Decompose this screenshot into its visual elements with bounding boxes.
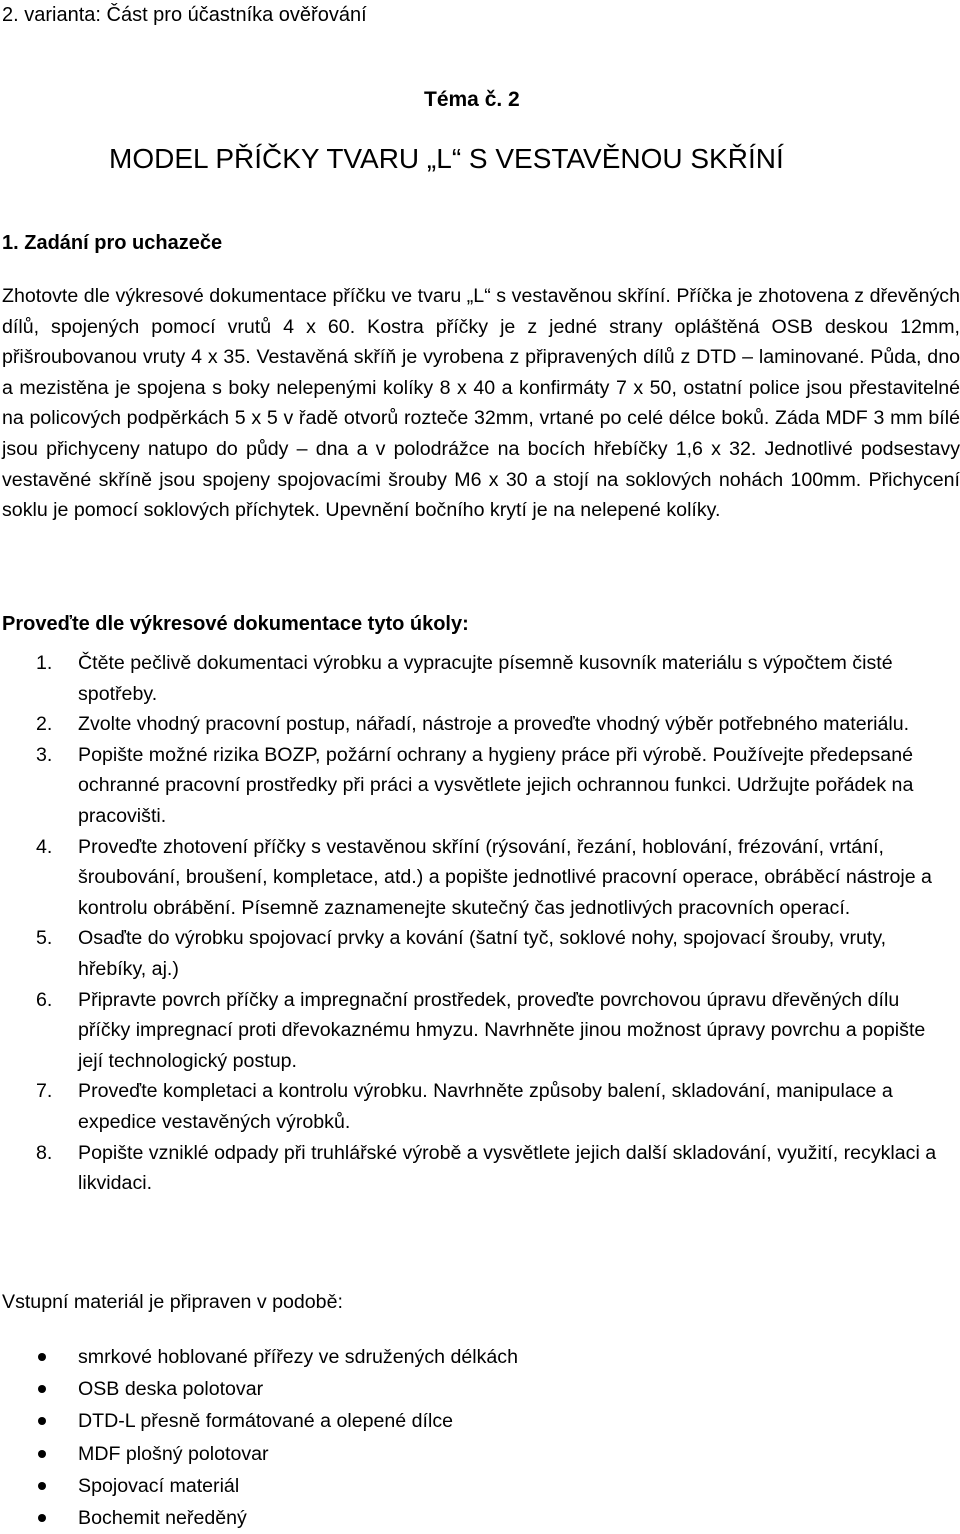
task-item-6 (0, 985, 938, 1077)
task-item-4 (0, 832, 938, 924)
bullet-icon (38, 1353, 46, 1361)
material-text: OSB deska polotovar (78, 1378, 264, 1401)
variant-heading: 2. varianta: Část pro účastníka ověřování (2, 4, 367, 26)
material-item (0, 1405, 518, 1437)
task-item-7 (0, 1076, 938, 1137)
material-text: Spojovací materiál (78, 1474, 240, 1497)
task-number: 7. (36, 1080, 53, 1103)
material-item (0, 1341, 518, 1373)
material-text: DTD-L přesně formátované a olepené dílce (78, 1410, 454, 1433)
task-text: Proveďte zhotovení příčky s vestavěnou skříní (rýsování, řezání, hoblování, frézování, vrtání, šroubování, broušení, kompletace, atd.) a popište jednotlivé pracovní operace, obráběcí nástroje a kontrolu obrábění. Písemně zaznamenejte skutečný čas jednotlivých pracovních operací. (78, 835, 932, 919)
task-number: 4. (36, 835, 53, 858)
material-item (0, 1502, 518, 1534)
bullet-icon (38, 1514, 46, 1522)
material-item (0, 1438, 518, 1470)
task-text: Čtěte pečlivě dokumentaci výrobku a vypracujte písemně kusovník materiálu s výpočtem čisté spotřeby. (78, 652, 893, 705)
material-item (0, 1373, 518, 1405)
task-item-8 (0, 1138, 938, 1199)
task-number: 1. (36, 652, 53, 674)
page-title: MODEL PŘÍČKY TVARU „L“ S VESTAVĚNOU SKŘÍNÍ (109, 143, 784, 174)
task-text: Připravte povrch příčky a impregnační prostředek, proveďte povrchovou úpravu dřevěných dílu příčky impregnací proti dřevokaznému hmyzu. Navrhněte jinou možnost úpravy povrchu a popište její technologický postup. (78, 988, 926, 1072)
task-item-1 (0, 648, 938, 709)
task-text: Popište vzniklé odpady při truhlářské výrobě a vysvětlete jejich další skladování, využití, recyklaci a likvidaci. (78, 1141, 937, 1195)
material-list (0, 1341, 518, 1534)
task-text: Osaďte do výrobku spojovací prvky a kování (šatní tyč, soklové nohy, spojovací šrouby, vruty, hřebíky, aj.) (78, 927, 887, 980)
section-heading: 1. Zadání pro uchazeče (2, 232, 223, 254)
task-text: Zvolte vhodný pracovní postup, nářadí, nástroje a proveďte vhodný výběr potřebného materiálu. (78, 713, 910, 736)
material-item (0, 1470, 518, 1502)
material-text: Bochemit neředěný (78, 1507, 247, 1530)
material-text: smrkové hoblované přířezy ve sdružených délkách (78, 1346, 518, 1368)
task-item-2 (0, 709, 938, 740)
task-number: 5. (36, 927, 53, 950)
topic-heading: Téma č. 2 (424, 88, 520, 111)
task-item-3 (0, 740, 938, 832)
tasks-heading: Proveďte dle výkresové dokumentace tyto úkoly: (2, 613, 469, 635)
materials-intro: Vstupní materiál je připraven v podobě: (2, 1291, 343, 1313)
bullet-icon (38, 1385, 46, 1393)
task-number: 6. (36, 988, 53, 1011)
bullet-icon (38, 1482, 46, 1490)
task-number: 8. (36, 1141, 53, 1164)
bullet-icon (38, 1417, 46, 1425)
material-text: MDF plošný polotovar (78, 1442, 269, 1465)
task-list (0, 648, 960, 1199)
task-number: 2. (36, 713, 53, 736)
assignment-description: Zhotovte dle výkresové dokumentace příčku ve tvaru „L“ s vestavěnou skříní. Příčka je zhotovena z dřevěných dílů, spojených pomocí vrutů 4 x 60. Kostra příčky je z jedné strany opláštěná OSB deskou 12mm, přišroubovanou vruty 4 x 35. Vestavěná skříň je vyrobena z připravených dílů z DTD – laminované. Půda, dno a mezistěna je spojena s boky nelepenými kolíky 8 x 40 a konfirmáty 7 x 50, ostatní police jsou přestavitelné na policových podpěrkách 5 x 5 v řadě otvorů rozteče 32mm, vrtané po celé délce boků. Záda MDF 3 mm bílé jsou přichyceny natupo do půdy – dna a v polodrážce na bocích hřebíčky 1,6 x 32. Jednotlivé podsestavy vestavěné skříně jsou spojeny spojovacími šrouby M6 x 30 a stojí na soklových nohách 100mm. Přichycení soklu je pomocí soklových příchytek. Upevnění bočního krytí je na nelepené kolíky. (2, 285, 960, 522)
bullet-icon (38, 1450, 46, 1458)
task-text: Popište možné rizika BOZP, požární ochrany a hygieny práce při výrobě. Používejte předepsané ochranné pracovní prostředky při práci a vysvětlete jejich ochrannou funkci. Udržujte pořádek na pracovišti. (78, 743, 914, 827)
task-text: Proveďte kompletaci a kontrolu výrobku. Navrhněte způsoby balení, skladování, manipulace a expedice vestavěných výrobků. (78, 1080, 893, 1133)
task-number: 3. (36, 743, 53, 766)
task-item-5 (0, 923, 938, 984)
